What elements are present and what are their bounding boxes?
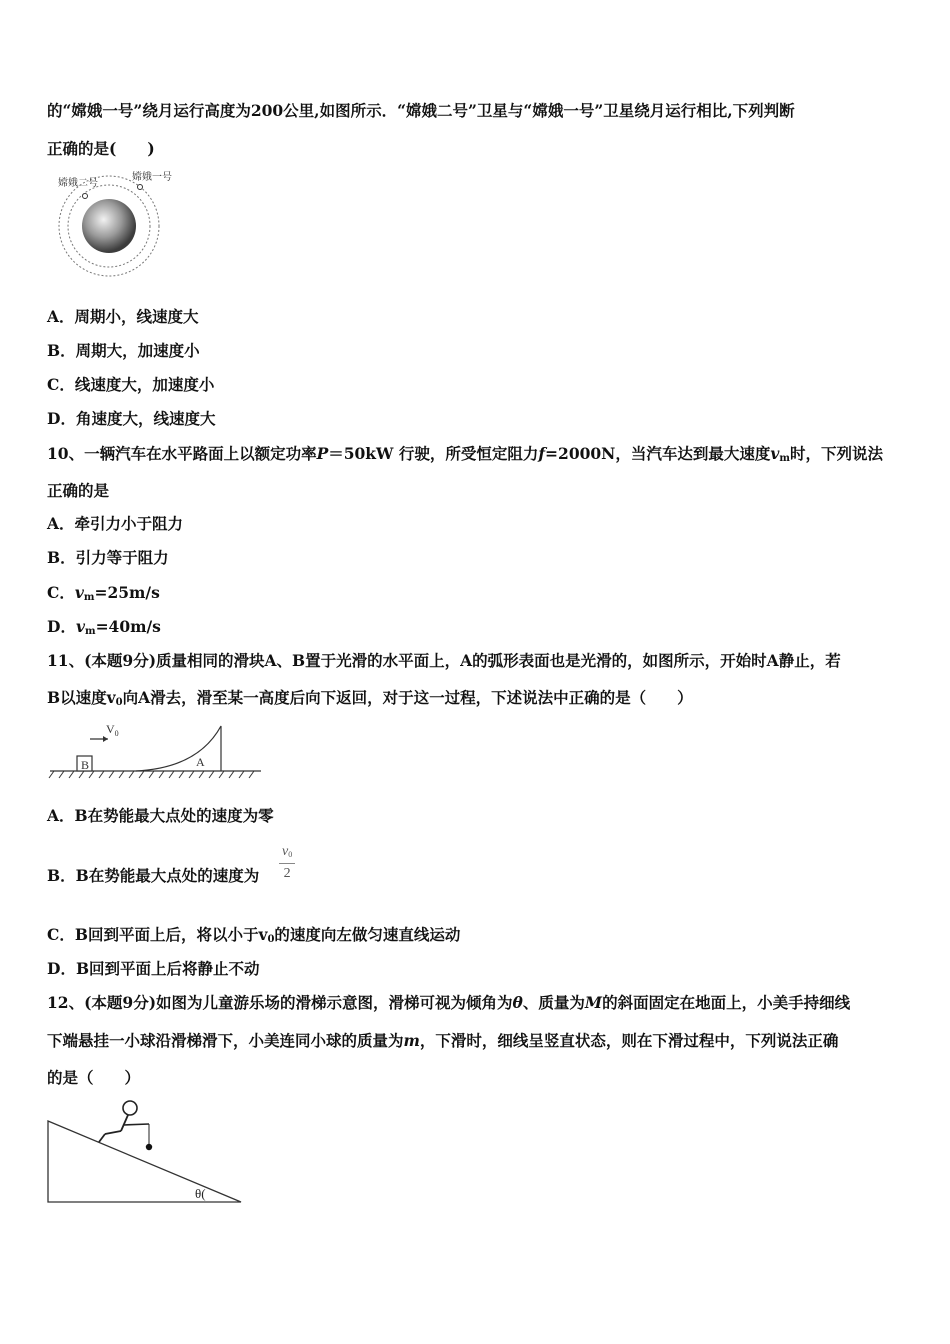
slide-figure	[45, 1098, 247, 1206]
velocity-label: $V_0$	[106, 722, 119, 738]
q10-option-c: C．$v_m=25m/s$	[47, 583, 160, 603]
child-head	[123, 1101, 137, 1115]
q12-line2: 下端悬挂一小球沿滑梯滑下，小美连同小球的质量为m，下滑时，细线呈竖直状态，则在下滑过程中，下列说法正确	[47, 1031, 839, 1050]
child-arm	[123, 1124, 149, 1125]
incline	[48, 1121, 241, 1202]
chang1-satellite	[138, 185, 143, 190]
block-a-label: A	[196, 755, 205, 769]
velocity-arrowhead	[103, 736, 108, 742]
q9-option-c: C．线速度大，加速度小	[47, 375, 215, 394]
chang2-satellite	[83, 194, 88, 199]
sliding-block-figure	[48, 718, 264, 780]
q9-option-d: D．角速度大，线速度大	[47, 409, 216, 428]
ground-hatching	[49, 771, 254, 778]
fraction-v0-over-2: $\frac{v_0}{2}$	[279, 843, 295, 884]
block-b-label: B	[81, 758, 90, 772]
chang2-label: 嫦娥二号	[58, 178, 98, 189]
q11-line2: B以速度$v_0$向A滑去，滑至某一高度后向下返回，对于这一过程，下述说法中正确的是（ ）	[47, 688, 693, 708]
q11-option-d: D．B回到平面上后将静止不动	[47, 959, 260, 978]
block-a-curve	[136, 726, 221, 771]
q12-line3: 的是（ ）	[47, 1068, 141, 1087]
child-thigh	[105, 1131, 121, 1134]
q9-option-b: B．周期大，加速度小	[47, 341, 200, 360]
q12-line1: 12、(本题9分)如图为儿童游乐场的滑梯示意图，滑梯可视为倾角为θ、质量为M的斜面固定在地面上，小美手持细线	[47, 993, 851, 1012]
ball	[146, 1144, 152, 1150]
q9-line2: 正确的是( )	[47, 139, 155, 158]
q10-option-b: B．引力等于阻力	[47, 548, 169, 567]
q10-option-a: A．牵引力小于阻力	[47, 514, 184, 533]
q9-line1: 的“嫦娥一号”绕月运行高度为200公里,如图所示．“嫦娥二号”卫星与“嫦娥一号”卫星绕月运行相比,下列判断	[47, 101, 795, 120]
q10-line1: 10、一辆汽车在水平路面上以额定功率P＝50kW 行驶，所受恒定阻力f=2000N，当汽车达到最大速度$v_m$时，下列说法	[47, 444, 883, 464]
theta-label: θ(	[195, 1186, 206, 1201]
child-body	[121, 1115, 128, 1131]
q9-option-a: A．周期小，线速度大	[47, 307, 199, 326]
chang1-label: 嫦娥一号	[132, 172, 172, 183]
q11-option-b: B．B在势能最大点处的速度为	[47, 866, 260, 885]
child-leg	[99, 1134, 105, 1142]
moon-orbit-figure	[50, 170, 190, 280]
q11-option-c: C．B回到平面上后，将以小于$v_0$的速度向左做匀速直线运动	[47, 925, 461, 945]
moon	[82, 199, 136, 253]
q10-option-d: D．$v_m=40m/s$	[47, 617, 161, 637]
q10-line2: 正确的是	[47, 481, 110, 500]
q11-option-a: A．B在势能最大点处的速度为零	[47, 806, 274, 825]
q11-line1: 11、(本题9分)质量相同的滑块A、B置于光滑的水平面上，A的弧形表面也是光滑的，如图所示，开始时A静止，若	[47, 651, 841, 670]
